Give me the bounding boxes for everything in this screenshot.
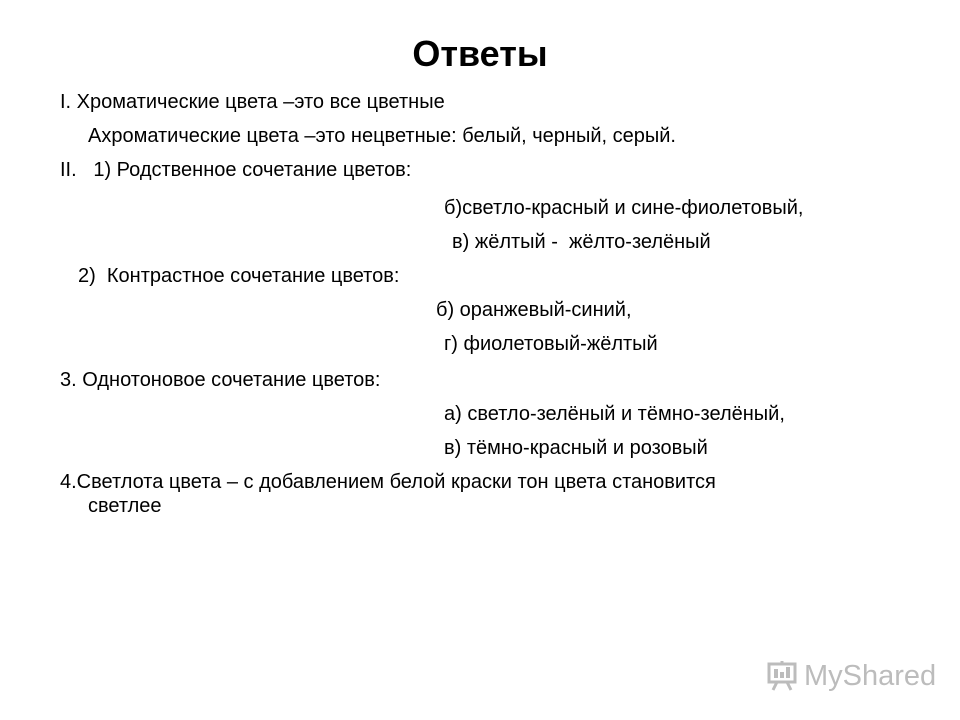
answer-line-12-main: 4.Светлота цвета – с добавлением белой краски тон цвета становится <box>60 471 716 493</box>
answer-line-1: I. Хроматические цвета –это все цветные <box>60 91 445 113</box>
answer-line-3: II. 1) Родственное сочетание цветов: <box>60 159 412 181</box>
answer-line-9: 3. Однотоновое сочетание цветов: <box>60 369 381 391</box>
answer-line-2: Ахроматические цвета –это нецветные: белый, черный, серый. <box>88 125 676 147</box>
answer-line-12 <box>60 470 900 518</box>
answer-line-6: 2) Контрастное сочетание цветов: <box>78 265 400 287</box>
answer-line-7: б) оранжевый-синий, <box>436 299 632 321</box>
presentation-board-icon <box>766 660 798 692</box>
answer-line-8: г) фиолетовый-жёлтый <box>444 333 658 355</box>
answer-line-10: а) светло-зелёный и тёмно-зелёный, <box>444 403 785 425</box>
slide-title: Ответы <box>412 33 548 74</box>
answer-line-4: б)светло-красный и сине-фиолетовый, <box>444 197 804 219</box>
answer-line-5: в) жёлтый - жёлто-зелёный <box>452 231 711 253</box>
myshared-logo <box>766 656 937 696</box>
answer-line-12-continuation: светлее <box>88 495 162 517</box>
myshared-logo-text: MyShared <box>804 660 937 692</box>
answer-line-11: в) тёмно-красный и розовый <box>444 437 708 459</box>
